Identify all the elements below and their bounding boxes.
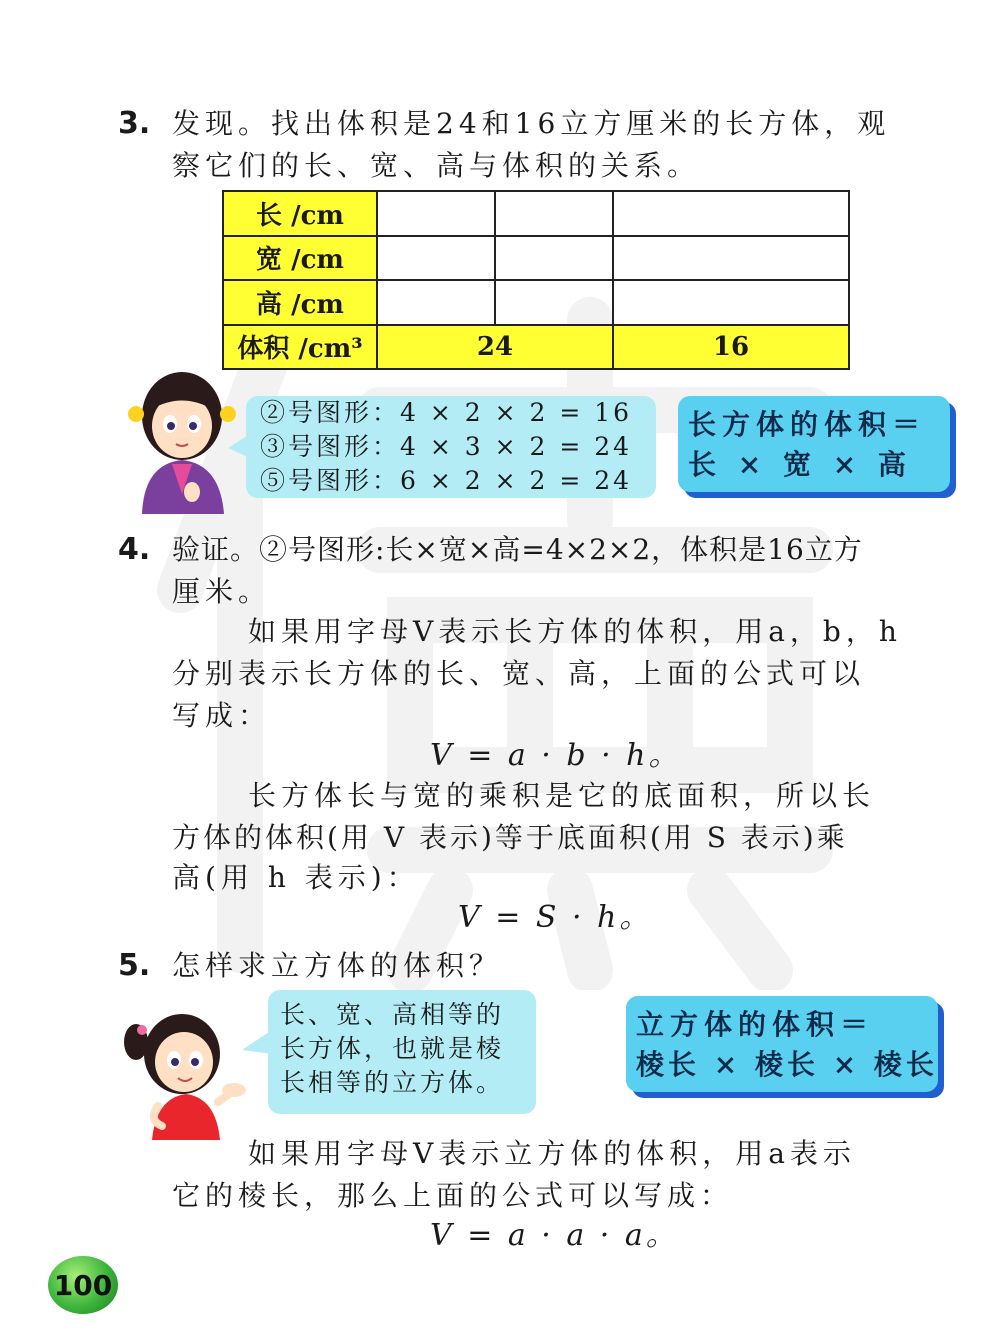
- table-cell: [613, 280, 849, 325]
- formula-v-abh: V = a · b · h。: [430, 738, 682, 773]
- rule-line2: 棱长 × 棱长 × 棱长: [636, 1048, 938, 1081]
- q5-para-line2: 它的棱长，那么上面的公式可以写成：: [172, 1179, 734, 1212]
- q4-para2-line2: 方体的体积(用 V 表示)等于底面积(用 S 表示)乘: [172, 821, 848, 854]
- formula-v-aaa: V = a · a · a。: [430, 1218, 679, 1253]
- q4-para1-line3: 写成：: [172, 699, 272, 732]
- row-label-volume: 体积 /cm³: [223, 325, 377, 370]
- cube-volume-rule: [626, 996, 938, 1092]
- formula-shape-5: ⑤号图形：6 × 2 × 2 = 24: [260, 466, 633, 495]
- q4-text-line2: 厘米。: [172, 575, 272, 608]
- table-row: [223, 280, 849, 325]
- table-row: [223, 236, 849, 281]
- q3-number: 3.: [118, 106, 151, 141]
- volume-value-16: 16: [613, 325, 849, 370]
- volume-value-24: 24: [377, 325, 613, 370]
- table-cell: [613, 191, 849, 236]
- speech-bubble-formulas: [246, 396, 656, 498]
- bubble-line1: 长、宽、高相等的: [280, 1000, 505, 1029]
- q4-para1-line2: 分别表示长方体的长、宽、高，上面的公式可以: [172, 657, 866, 690]
- formula-shape-2: ②号图形：4 × 2 × 2 = 16: [260, 398, 633, 427]
- table-cell: [377, 236, 495, 281]
- table-row: [223, 325, 849, 370]
- volume-table: [222, 190, 850, 370]
- q4-para2-line3: 高(用 h 表示)：: [172, 861, 420, 894]
- row-label-width: 宽 /cm: [223, 236, 377, 281]
- rule-line1: 立方体的体积＝: [636, 1008, 875, 1041]
- q5-text-line1: 怎样求立方体的体积？: [172, 949, 503, 982]
- formula-shape-3: ③号图形：4 × 3 × 2 = 24: [260, 432, 633, 461]
- table-row: [223, 191, 849, 236]
- q4-number: 4.: [118, 532, 151, 567]
- q4-para2-line1: 长方体长与宽的乘积是它的底面积，所以长: [248, 779, 876, 812]
- bubble-tail: [228, 434, 250, 460]
- q3-text-line1: 发现。找出体积是24和16立方厘米的长方体，观: [172, 107, 891, 140]
- table-cell: [495, 280, 613, 325]
- q4-text-line1: 验证。②号图形:长×宽×高=4×2×2，体积是16立方: [172, 533, 863, 566]
- row-label-length: 长 /cm: [223, 191, 377, 236]
- speech-bubble-cube: [268, 990, 536, 1114]
- q5-number: 5.: [118, 948, 151, 983]
- page-number: 100: [48, 1256, 118, 1314]
- girl-illustration: [122, 1002, 250, 1142]
- row-label-height: 高 /cm: [223, 280, 377, 325]
- table-cell: [495, 236, 613, 281]
- q4-para1-line1: 如果用字母V表示长方体的体积，用a，b，h: [248, 615, 902, 648]
- rule-line2: 长 × 宽 × 高: [688, 448, 912, 481]
- girl-illustration: [122, 364, 242, 516]
- table-cell: [377, 191, 495, 236]
- q5-para-line1: 如果用字母V表示立方体的体积，用a表示: [248, 1137, 856, 1170]
- q3-text-line2: 察它们的长、宽、高与体积的关系。: [172, 149, 701, 182]
- bubble-line2: 长方体，也就是棱: [280, 1034, 505, 1063]
- table-cell: [613, 236, 849, 281]
- bubble-line3: 长相等的立方体。: [280, 1068, 505, 1097]
- cuboid-volume-rule: [678, 396, 950, 492]
- table-cell: [377, 280, 495, 325]
- rule-line1: 长方体的体积＝: [688, 408, 927, 441]
- bubble-tail: [242, 1030, 272, 1056]
- table-cell: [495, 191, 613, 236]
- formula-v-sh: V = S · h。: [458, 900, 653, 935]
